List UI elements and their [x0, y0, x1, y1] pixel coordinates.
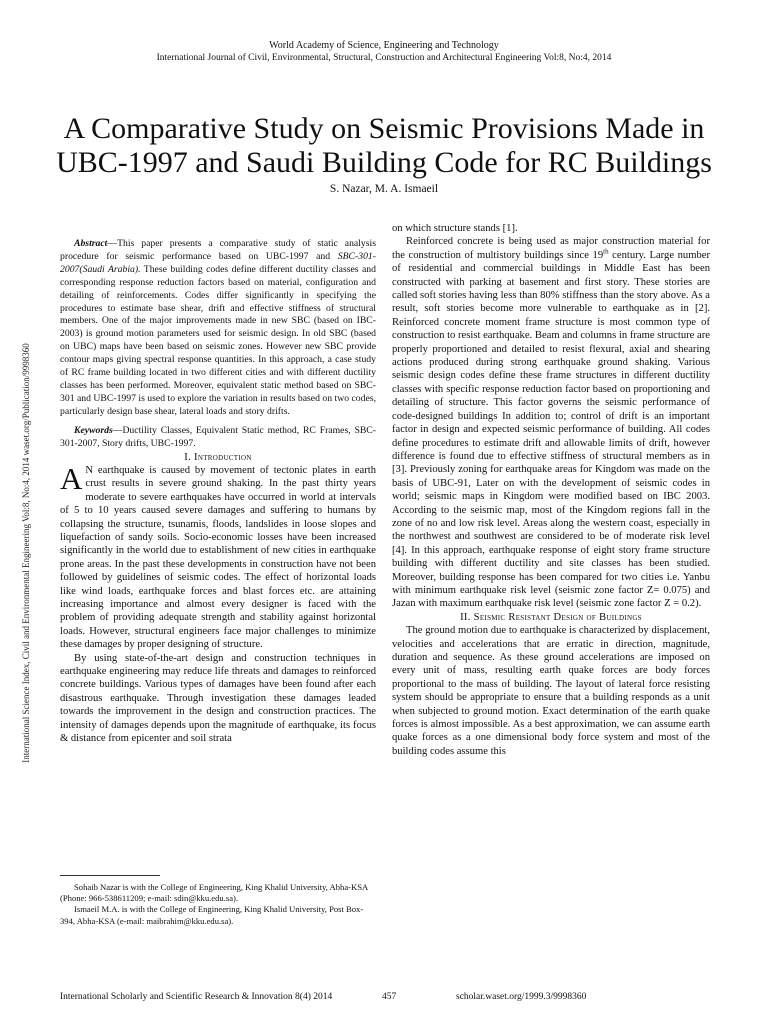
keywords-label: Keywords — [74, 424, 113, 436]
intro-paragraph-2: By using state-of-the-art design and construction techniques in earthquake engineering may reduce life threats and damages to reinforced concrete buildings. Various types of damages have been found after each disastrous earthquake. Through investigation these damages leaded towards the improvement in the design and construction practices. The intensity of damages depends upon the magnitude of earthquake, its focus & distance from epicenter and soil strata — [60, 652, 376, 745]
abstract-label: Abstract — [74, 238, 108, 249]
index-sidebar: International Science Index, Civil and Environmental Engineering Vol:8, No:4, 2014 waset.org/Publication/9998360 — [21, 343, 31, 763]
keywords — [60, 425, 376, 451]
journal-header-line1: World Academy of Science, Engineering and Technology — [269, 40, 499, 51]
abstract-text-a: This paper presents a comparative study of static analysis procedure for seismic performance based on UBC-1997 and — [60, 238, 376, 262]
footer-publisher: International Scholarly and Scientific Research & Innovation 8(4) 2014 — [60, 992, 333, 1002]
right-paragraph-2: The ground motion due to earthquake is characterized by displacement, velocities and accelerations that are erratic in direction, magnitude, duration and sequence. As these ground accelerations are imposed on every unit of mass, resulting earth quake forces are body forces proportional to the mass of building. The layout of lateral force resisting system should be appropriate to ensure that a building responds as a unit when subjected to ground motion. Exact determination of the earth quake forces is almost impossible. As a best approximation, we can assume earth quake forces as a one dimensional body force system and most of the building codes assume this — [392, 625, 710, 757]
right-paragraph-1 — [392, 235, 710, 610]
intro-p1-text: N earthquake is caused by movement of tectonic plates in earth crust results in severe ground shaking. In the past thirty years moderate to severe earthquakes have occurred in world at intervals of 5 to 10 years caused severe damages and suffering to humans by collapsing the structure, tsunamis, floods, landslides in loose slopes and liquefaction of sandy soils. Socio-economic losses have been increased significantly in the world due to establishment of new cities in earthquake prone areas. In the past these developments in construction have not been followed by guidelines of seismic codes. The effect of horizontal loads like wind loads, earthquake forces and blast forces etc. are attaining increasing importance and almost every designer is faced with the problem of providing adequate strength and stability against horizontal loads. However, structural engineers face major challenges to minimize these damages by proper designing of structure. — [60, 464, 376, 651]
keywords-dash: — — [112, 424, 123, 436]
abstract-italic: SBC-301-2007(Saudi Arabia). — [60, 250, 376, 275]
section-heading-introduction — [60, 451, 376, 464]
right-p1-text-a: Reinforced concrete is being used as major construction material for the construction of multistory buildings since 19 — [392, 236, 710, 261]
section2-number: II. — [460, 611, 471, 623]
footer-url[interactable]: scholar.waset.org/1999.3/9998360 — [456, 992, 587, 1002]
page-number: 457 — [382, 992, 397, 1002]
section-heading-seismic-design — [392, 611, 710, 624]
superscript-th: th — [603, 247, 609, 256]
abstract-dash: — — [107, 238, 118, 249]
section1-title: Introduction — [194, 451, 252, 463]
footnote-1: Sohaib Nazar is with the College of Engineering, King Khalid University, Abha-KSA (Phone: 966-538611209; e-mail: sdin@kku.edu.sa). — [60, 882, 368, 904]
drop-cap: A — [60, 460, 83, 496]
authors: S. Nazar, M. A. Ismaeil — [329, 183, 439, 195]
footnote-2: Ismaeil M.A. is with the College of Engineering, King Khalid University, Post Box-394, Abha-KSA (e-mail: maibrahim@kku.edu.sa). — [60, 904, 364, 926]
footnote-rule — [60, 875, 160, 876]
left-column — [60, 238, 376, 745]
section2-title: Seismic Resistant Design of Buildings — [473, 611, 642, 623]
journal-header-line2: International Journal of Civil, Environmental, Structural, Construction and Architectural Engineering Vol:8, No:4, 2014 — [156, 53, 612, 63]
paper-title: A Comparative Study on Seismic Provisions Made in UBC-1997 and Saudi Building Code for RC Buildings — [56, 112, 712, 179]
section1-number: I. — [184, 451, 192, 463]
continuation-line: on which structure stands [1]. — [392, 223, 518, 234]
right-p1-text-b: century. Large number of residential and commercial buildings in Middle East has been constructed with parking at basement and first story. These stories are called soft stories having less than 80% stiffness than the story above. As a result, soft stories become more vulnerable to earthquake as in [2]. Reinforced concrete moment frame structure is most common type of construction to resist earthquake. Beam and columns in frame structure are properly proportioned and detailed to resist flexural, axial and shearing actions produced during strong earthquake ground shaking. Various seismic design codes define these frame structures in different ductility classes with specific response reduction factor based on proportioning and detailing of structure. This factor governs the seismic performance of code-designed buildings In addition to; control of drift is an important factor in design and expected seismic performance of building. All codes define procedures to estimate drift and allowable limits of drift, however difference is found due to effective stiffness of structural members as in [3]. Previously zoning for earthquake areas for Kingdom was made on the basis of UBC-91, Later on with the development of seismic codes in world; seismic maps in Kingdom were modified based on IBC 2003. According to the seismic map, most of the Kingdom regions fall in the zone of no and low risk level. Areas along the western coast, especially in the northwest and southwest are considered to be of moderate risk level [4]. In this approach, earthquake response of eight story frame structure building with different ductility and site classes has been studied. Moreover, building response has been compared for two cities i.e. Yanbu with minimum earthquake risk level (seismic zone factor Z= 0.075) and Jazan with maximum earthquake risk level (seismic zone factor Z = 0.2). — [392, 249, 710, 610]
intro-paragraph-1 — [60, 460, 376, 652]
abstract-text-b: These building codes define different ductility classes and corresponding response reduction factors based on material, configuration and detailing of reinforcements. Codes differ significantly in specifying the procedures to estimate base shear, drift and effective stiffness of structural members. One of the major improvements made in new SBC (based on IBC-2003) is ground motion parameters used for seismic design. In old SBC (based on UBC) maps have been based on seismic zones. However new SBC provide contour maps giving spectral response quantities. In this approach, a case study of RC frame building located in two different cities and with different ductility classes has been performed. Moreover, equivalent static method based on SBC-301 and UBC-1997 is used to explore the variation in results based on two codes, particularly design base shear, lateral loads and story drifts. — [60, 263, 376, 417]
keywords-text: Ductility Classes, Equivalent Static method, RC Frames, SBC-301-2007, Story drifts, UBC-1997. — [60, 424, 376, 449]
footnotes — [60, 882, 376, 927]
right-column — [392, 222, 710, 758]
abstract — [60, 238, 376, 419]
